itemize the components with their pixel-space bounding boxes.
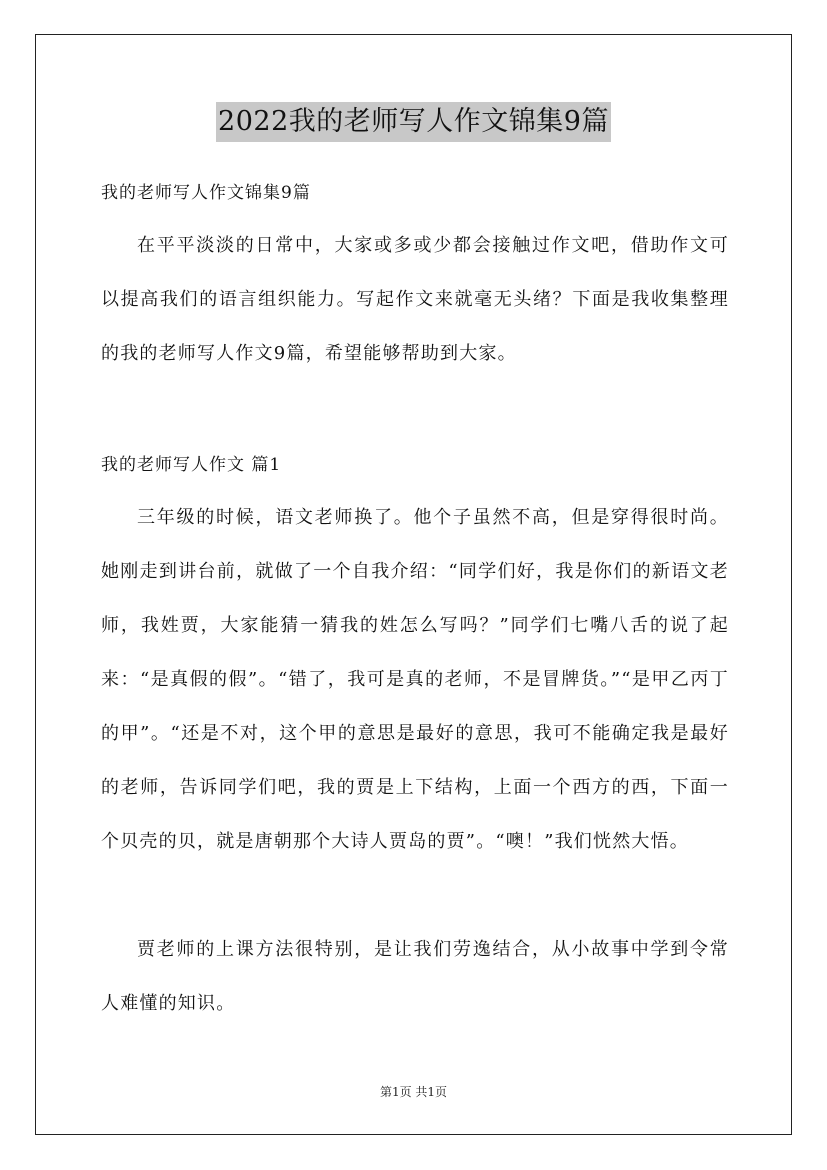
body-paragraph-1: 三年级的时候，语文老师换了。他个子虽然不高，但是穿得很时尚。她刚走到讲台前，就做了一个自我介绍：“同学们好，我是你们的新语文老师，我姓贾，大家能猜一猜我的姓怎么写吗？”同学们七嘴八舌的说了起来：“是真假的假”。“错了，我可是真的老师，不是冒牌货。”“是甲乙丙丁的甲”。“还是不对，这个甲的意思是最好的意思，我可不能确定我是最好的老师，告诉同学们吧，我的贾是上下结构，上面一个西方的西，下面一个贝壳的贝，就是唐朝那个大诗人贾岛的贾”。“噢！”我们恍然大悟。 [101, 507, 729, 852]
body-paragraph-2: 贾老师的上课方法很特别，是让我们劳逸结合，从小故事中学到令常人难懂的知识。 [101, 939, 729, 1014]
section-heading: 我的老师写人作文 篇1 [101, 455, 282, 475]
document-title: 2022我的老师写人作文锦集9篇 [216, 102, 611, 142]
document-subtitle: 我的老师写人作文锦集9篇 [101, 183, 311, 203]
intro-paragraph: 在平平淡淡的日常中，大家或多或少都会接触过作文吧，借助作文可以提高我们的语言组织能力。写起作文来就毫无头绪？下面是我收集整理的我的老师写人作文9篇，希望能够帮助到大家。 [101, 235, 729, 364]
title-container [0, 102, 827, 142]
page-footer: 第1页 共1页 [379, 1085, 448, 1099]
